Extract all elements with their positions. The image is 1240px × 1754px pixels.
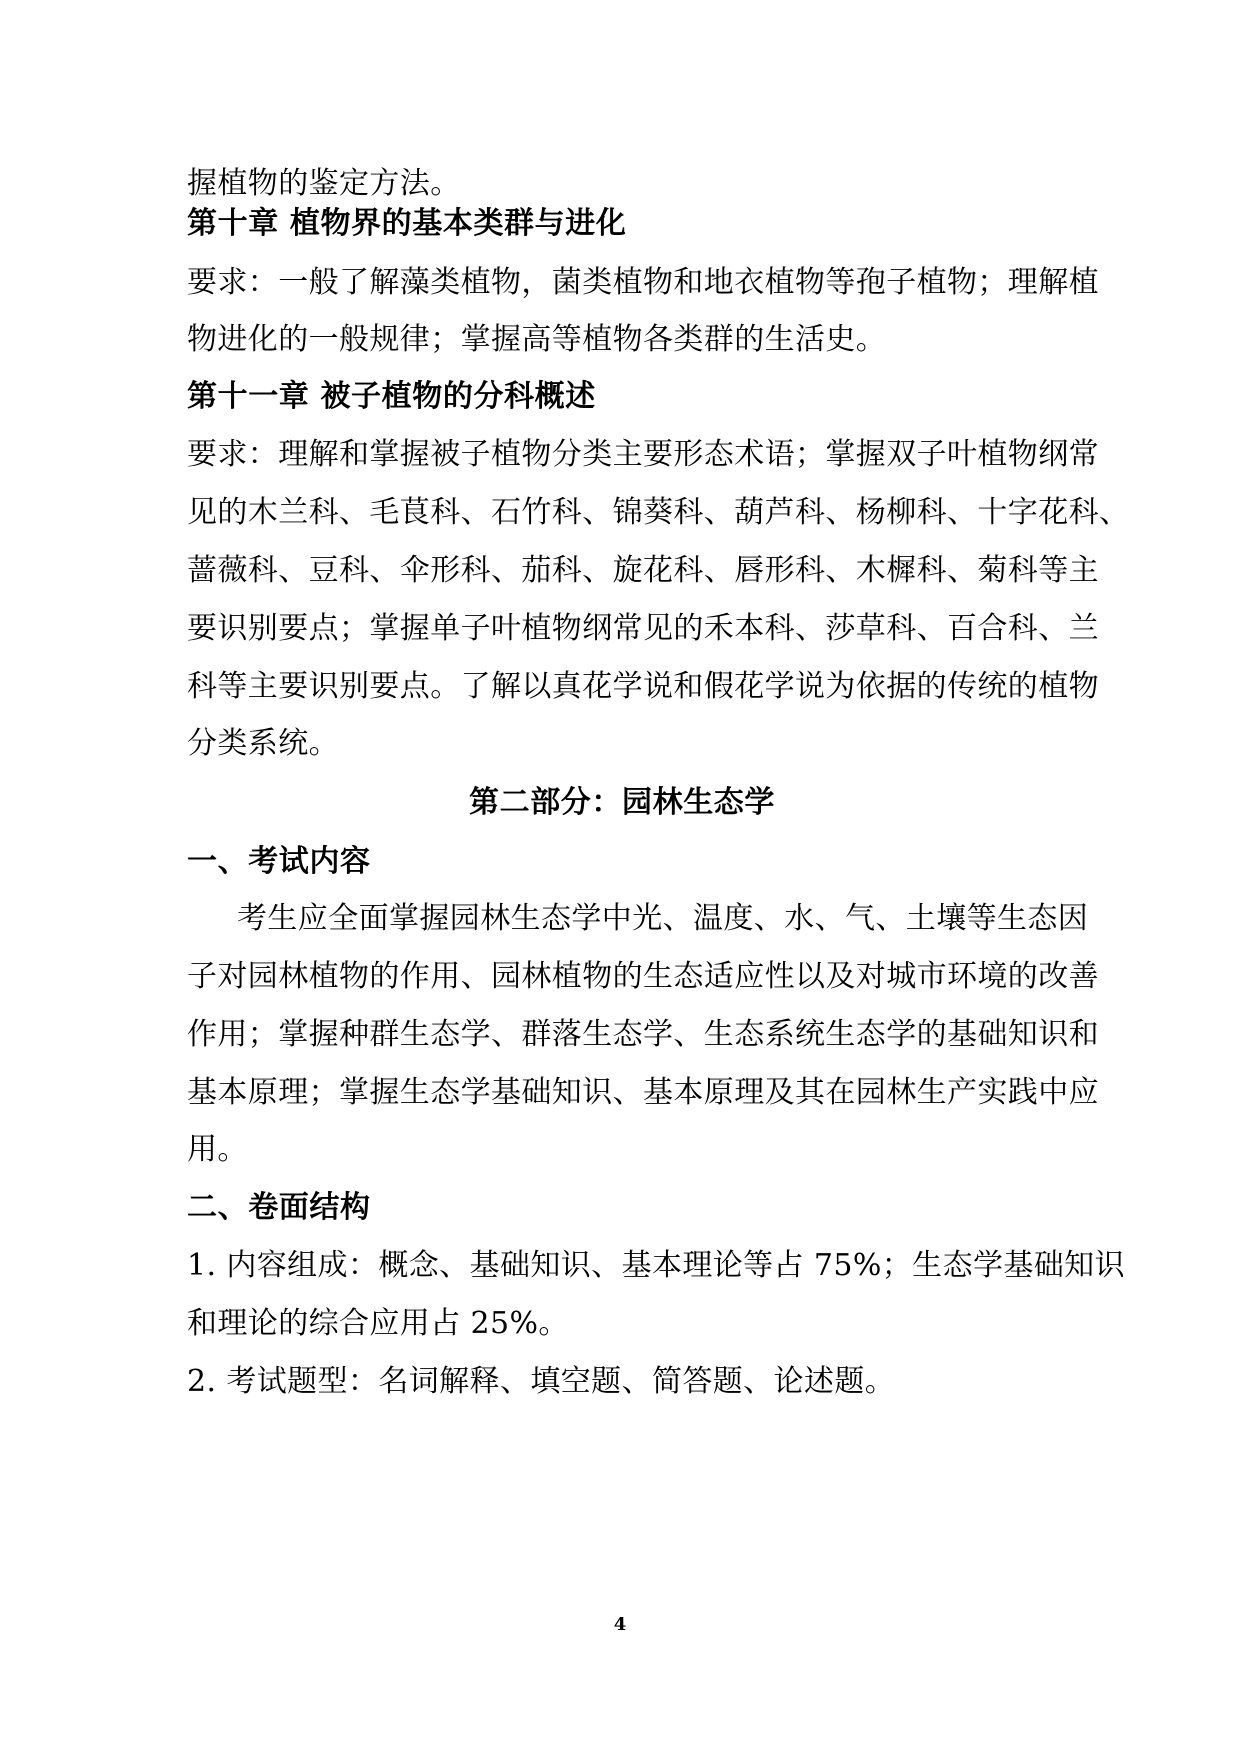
paragraph-line: 见的木兰科、毛茛科、石竹科、锦葵科、葫芦科、杨柳科、十字花科、 [187, 495, 1130, 530]
paragraph-line: 子对园林植物的作用、园林植物的生态适应性以及对城市环境的改善 [187, 959, 1099, 994]
paragraph-line: 要识别要点；掌握单子叶植物纲常见的禾本科、莎草科、百合科、兰 [187, 611, 1099, 646]
paragraph-line: 考生应全面掌握园林生态学中光、温度、水、气、土壤等生态因 [237, 901, 1089, 936]
paragraph-line: 蔷薇科、豆科、伞形科、茄科、旋花科、唇形科、木樨科、菊科等主 [187, 553, 1099, 588]
chapter-10-heading: 第十章 植物界的基本类群与进化 [187, 206, 627, 241]
paragraph-line: 物进化的一般规律；掌握高等植物各类群的生活史。 [187, 322, 887, 357]
paragraph-line: 分类系统。 [187, 726, 339, 761]
paragraph-line: 基本原理；掌握生态学基础知识、基本原理及其在园林生产实践中应 [187, 1075, 1099, 1110]
paragraph-line: 握植物的鉴定方法。 [187, 166, 461, 201]
list-item-line: 1. 内容组成：概念、基础知识、基本理论等占 75%；生态学基础知识 [187, 1248, 1125, 1283]
paragraph-line: 用。 [187, 1132, 248, 1167]
list-item-line: 2. 考试题型：名词解释、填空题、简答题、论述题。 [187, 1364, 896, 1399]
section-heading-paper-structure: 二、卷面结构 [187, 1190, 371, 1225]
page-number: 4 [613, 1614, 627, 1635]
chapter-11-heading: 第十一章 被子植物的分科概述 [187, 379, 596, 414]
paragraph-line: 科等主要识别要点。了解以真花学说和假花学说为依据的传统的植物 [187, 669, 1099, 704]
list-item-line: 和理论的综合应用占 25%。 [187, 1306, 569, 1341]
paragraph-line: 要求：理解和掌握被子植物分类主要形态术语；掌握双子叶植物纲常 [187, 437, 1099, 472]
paragraph-line: 要求：一般了解藻类植物，菌类植物和地衣植物等孢子植物；理解植 [187, 265, 1099, 300]
paragraph-line: 作用；掌握种群生态学、群落生态学、生态系统生态学的基础知识和 [187, 1017, 1099, 1052]
part-two-title: 第二部分：园林生态学 [469, 785, 775, 820]
section-heading-exam-content: 一、考试内容 [187, 844, 371, 879]
